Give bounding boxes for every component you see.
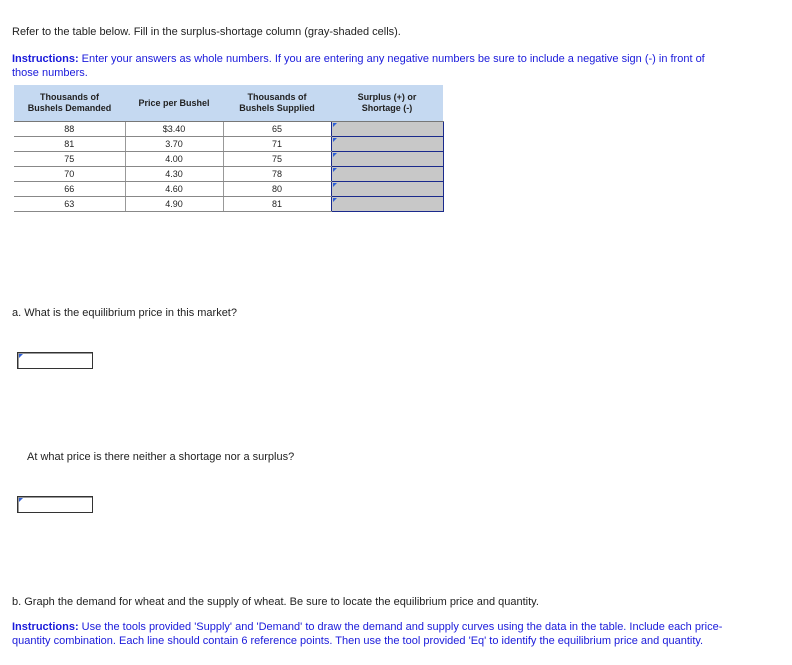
supply-demand-table (14, 85, 444, 212)
header-surplus-line1: Surplus (+) or (357, 92, 417, 102)
cell-demanded: 75 (14, 152, 125, 167)
header-price: Price per Bushel (125, 85, 223, 122)
question-b: b. Graph the demand for wheat and the supply of wheat. Be sure to locate the equilibrium price and quantity. (12, 596, 539, 608)
cell-price: 4.90 (125, 197, 223, 212)
input-flag-icon (19, 354, 23, 358)
surplus-input-cell[interactable] (331, 197, 443, 212)
cell-supplied: 65 (223, 122, 331, 137)
input-flag-icon (333, 153, 337, 157)
surplus-input-cell[interactable] (331, 152, 443, 167)
input-flag-icon (333, 183, 337, 187)
instructions-1 (12, 52, 732, 80)
instructions-1-label: Instructions: (12, 53, 79, 65)
header-supplied-line2: Bushels Supplied (239, 103, 315, 113)
surplus-input-cell[interactable] (331, 137, 443, 152)
cell-demanded: 63 (14, 197, 125, 212)
input-flag-icon (333, 123, 337, 127)
table-row (14, 182, 443, 197)
question-a-followup: At what price is there neither a shortage nor a surplus? (27, 451, 295, 463)
header-surplus (331, 85, 443, 122)
equilibrium-price-input[interactable] (17, 352, 93, 369)
header-supplied (223, 85, 331, 122)
cell-price: $3.40 (125, 122, 223, 137)
input-flag-icon (333, 138, 337, 142)
cell-supplied: 78 (223, 167, 331, 182)
cell-price: 3.70 (125, 137, 223, 152)
table-row (14, 122, 443, 137)
cell-demanded: 81 (14, 137, 125, 152)
cell-demanded: 66 (14, 182, 125, 197)
cell-price: 4.60 (125, 182, 223, 197)
no-shortage-price-input[interactable] (17, 496, 93, 513)
table-header-row (14, 85, 443, 122)
cell-demanded: 70 (14, 167, 125, 182)
instructions-2 (12, 620, 732, 648)
cell-demanded: 88 (14, 122, 125, 137)
cell-supplied: 81 (223, 197, 331, 212)
intro-text: Refer to the table below. Fill in the surplus-shortage column (gray-shaded cells). (12, 26, 401, 38)
table-row (14, 197, 443, 212)
header-demanded-line2: Bushels Demanded (27, 103, 112, 113)
surplus-input-cell[interactable] (331, 122, 443, 137)
surplus-input-cell[interactable] (331, 167, 443, 182)
table-row (14, 152, 443, 167)
instructions-2-text: Use the tools provided 'Supply' and 'Demand' to draw the demand and supply curves using the data in the table. Include each price-quantity combination. Each line should contain 6 reference points. Then use the tool provided 'Eq' to identify the equilibrium price and quantity. (12, 621, 723, 647)
cell-price: 4.30 (125, 167, 223, 182)
input-flag-icon (333, 198, 337, 202)
cell-supplied: 80 (223, 182, 331, 197)
input-flag-icon (19, 498, 23, 502)
header-supplied-line1: Thousands of (247, 92, 307, 102)
table-row (14, 137, 443, 152)
table-row (14, 167, 443, 182)
cell-price: 4.00 (125, 152, 223, 167)
header-demanded-line1: Thousands of (40, 92, 99, 102)
surplus-input-cell[interactable] (331, 182, 443, 197)
instructions-2-label: Instructions: (12, 621, 79, 633)
cell-supplied: 71 (223, 137, 331, 152)
question-a: a. What is the equilibrium price in this market? (12, 307, 237, 319)
header-demanded (14, 85, 125, 122)
instructions-1-text: Enter your answers as whole numbers. If you are entering any negative numbers be sure to include a negative sign (-) in front of those numbers. (12, 53, 705, 79)
input-flag-icon (333, 168, 337, 172)
header-surplus-line2: Shortage (-) (361, 103, 413, 113)
cell-supplied: 75 (223, 152, 331, 167)
